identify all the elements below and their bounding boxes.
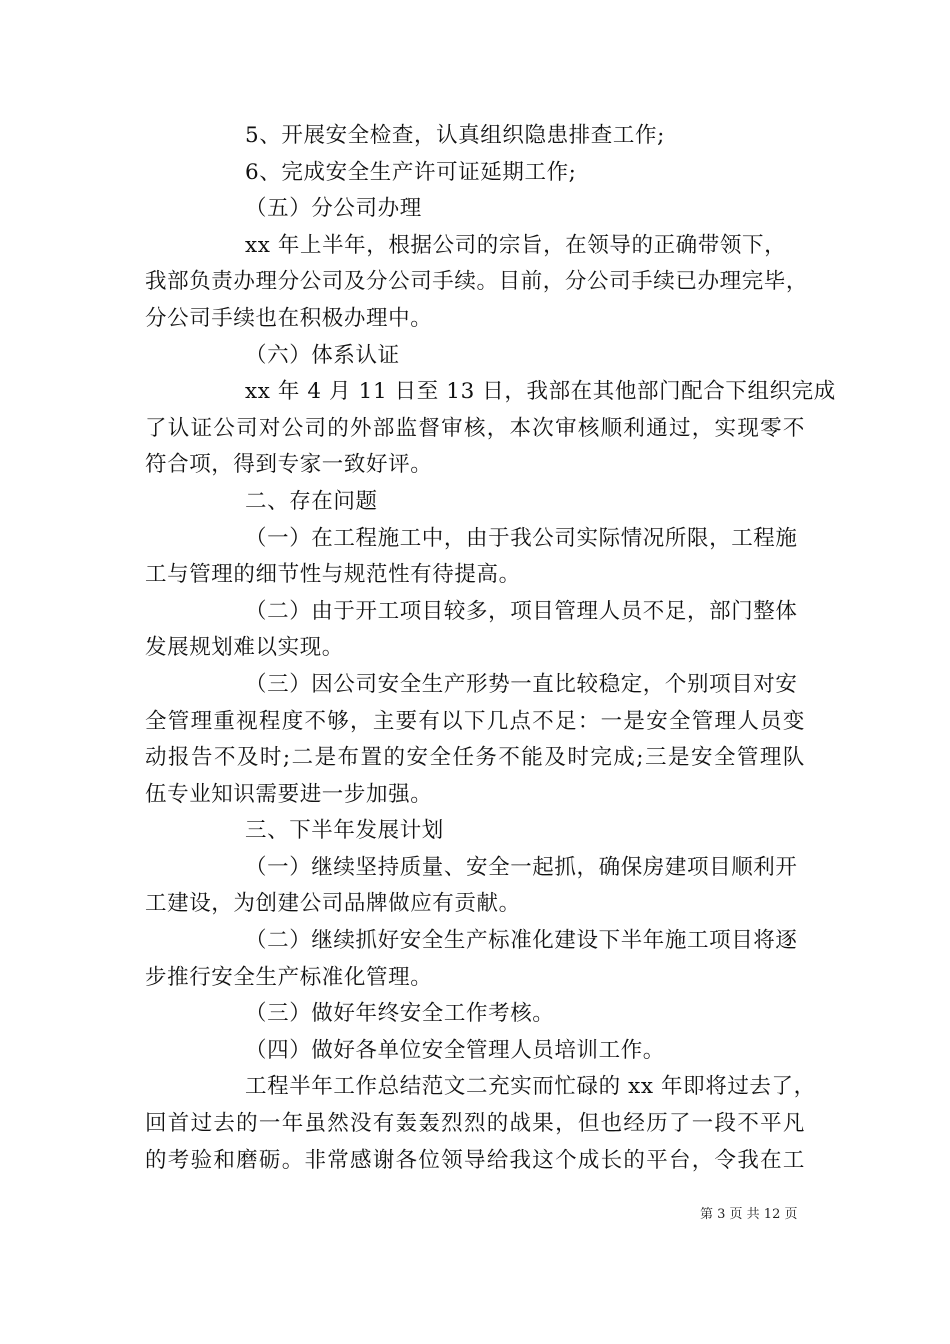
paragraph	[145, 594, 805, 667]
text-line: xx 年上半年，根据公司的宗旨，在领导的正确带领下，	[245, 232, 787, 258]
text-line: （三）做好年终安全工作考核。	[245, 1001, 555, 1027]
paragraph	[145, 374, 836, 484]
text-line: 二、存在问题	[245, 488, 378, 514]
text-line: （二）由于开工项目较多，项目管理人员不足，部门整体	[245, 598, 798, 624]
text-line: 回首过去的一年虽然没有轰轰烈烈的战果，但也经历了一段不平凡	[145, 1111, 805, 1137]
section-heading	[145, 338, 805, 375]
paragraph	[145, 228, 809, 338]
paragraph	[145, 667, 805, 813]
text-line: 分公司手续也在积极办理中。	[145, 305, 433, 331]
text-line: （五）分公司办理	[245, 196, 422, 222]
text-line: （二）继续抓好安全生产标准化建设下半年施工项目将逐	[245, 928, 798, 954]
text-line: 步推行安全生产标准化管理。	[145, 964, 433, 990]
text-line: 我部负责办理分公司及分公司手续。目前，分公司手续已办理完毕，	[145, 269, 809, 295]
text-line: 全管理重视程度不够，主要有以下几点不足：一是安全管理人员变	[145, 708, 805, 734]
page-number: 第 3 页 共 12 页	[700, 1207, 798, 1222]
paragraph	[145, 1069, 816, 1179]
text-line: 的考验和磨砺。非常感谢各位领导给我这个成长的平台，令我在工	[145, 1147, 805, 1173]
text-line: 动报告不及时;二是布置的安全任务不能及时完成;三是安全管理队	[145, 745, 805, 771]
section-heading	[145, 813, 805, 850]
paragraph	[145, 850, 805, 923]
text-line: 符合项，得到专家一致好评。	[145, 452, 433, 478]
text-line: 三、下半年发展计划	[245, 818, 444, 844]
text-line: xx 年 4 月 11 日至 13 日，我部在其他部门配合下组织完成	[245, 379, 836, 405]
paragraph	[145, 996, 805, 1033]
text-line: 了认证公司对公司的外部监督审核，本次审核顺利通过，实现零不	[145, 415, 805, 441]
text-line: （一）在工程施工中，由于我公司实际情况所限，工程施	[245, 525, 798, 551]
text-line: 6、完成安全生产许可证延期工作;	[245, 159, 577, 185]
section-heading	[145, 484, 805, 521]
text-line: 工与管理的细节性与规范性有待提高。	[145, 562, 521, 588]
paragraph	[145, 923, 805, 996]
section-heading	[145, 191, 805, 228]
list-item	[145, 155, 805, 192]
text-line: （一）继续坚持质量、安全一起抓，确保房建项目顺利开	[245, 854, 798, 880]
text-line: 伍专业知识需要进一步加强。	[145, 781, 433, 807]
paragraph	[145, 521, 805, 594]
document-body	[145, 118, 836, 1179]
paragraph	[145, 1033, 805, 1070]
text-line: 工建设，为创建公司品牌做应有贡献。	[145, 891, 521, 917]
text-line: （三）因公司安全生产形势一直比较稳定，个别项目对安	[245, 671, 798, 697]
text-line: 工程半年工作总结范文二充实而忙碌的 xx 年即将过去了，	[245, 1074, 816, 1100]
text-line: 发展规划难以实现。	[145, 635, 344, 661]
text-line: （六）体系认证	[245, 342, 400, 368]
text-line: （四）做好各单位安全管理人员培训工作。	[245, 1037, 665, 1063]
text-line: 5、开展安全检查，认真组织隐患排查工作;	[245, 123, 665, 148]
list-item	[145, 118, 805, 155]
